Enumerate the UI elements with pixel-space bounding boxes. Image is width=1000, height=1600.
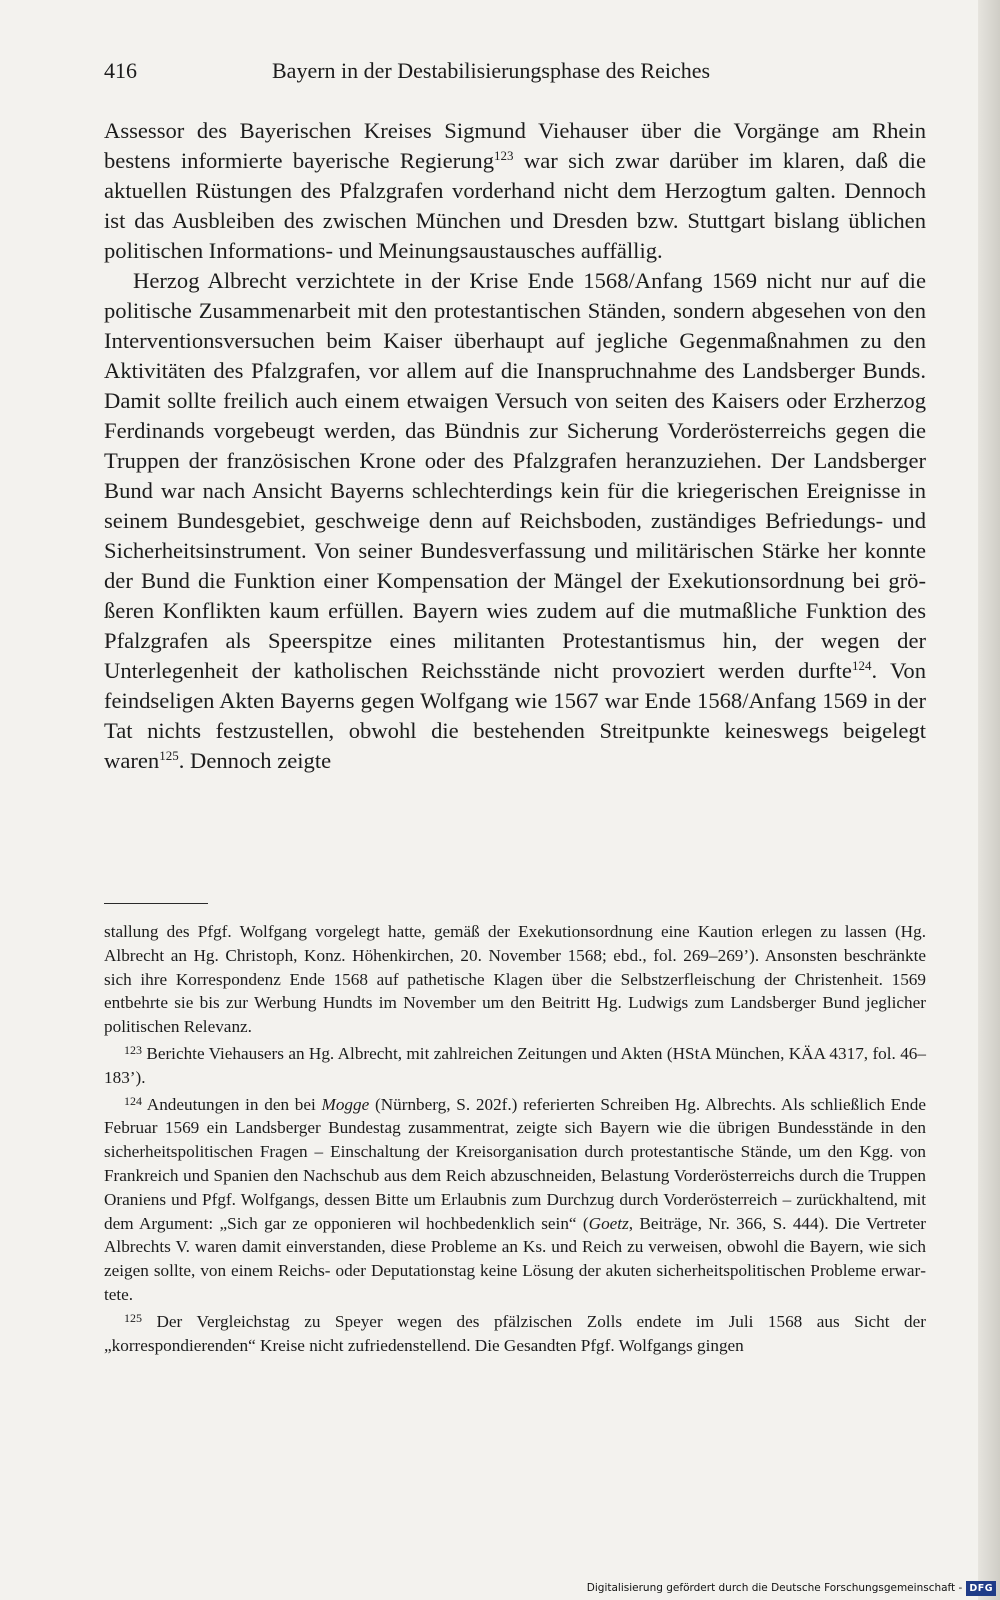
footnote-ref-124[interactable]: 124 bbox=[851, 658, 872, 673]
footnote-text: , Beiträge, Nr. 366, S. 444). Die Vertreter Albrechts V. waren damit einverstanden, diese Probleme an Ks. und Reich zu verweisen, obwohl die Bayern, wie sich zeigen sollte, von einem Reichs- oder Deputationstag keine Lösung der akuten sicherheitspolitischen Probleme erwartete. bbox=[104, 1213, 926, 1304]
footnote-text: Der Vergleichstag zu Speyer wegen des pfälzischen Zolls endete im Juli 1568 aus Sicht der „korrespondierenden“ Kreise nicht zufriedenstellend. Die Gesandten Pfgf. Wolfgangs gingen bbox=[104, 1311, 926, 1355]
footnote-ref-125[interactable]: 125 bbox=[159, 748, 179, 763]
footnote-text: Berichte Viehausers an Hg. Albrecht, mit zahlreichen Zeitungen und Akten (HStA München, KÄA 4317, fol. 46–183’). bbox=[104, 1043, 926, 1087]
footnote-text: (Nürnberg, S. 202f.) referierten Schreiben Hg. Albrechts. Als schließlich Ende Februar 1569 ein Landsberger Bundestag zusammentrat, zeigte sich Bayern wie die übrigen Bundesstände in den sicherheitspolitischen Fragen – Einschaltung der Kreisorganisation durch protestantische Stände, um den Kgg. von Frankreich und Spanien den Nachschub aus dem Reich abzuschneiden, Belastung Vorderösterreichs durch die Truppen Oraniens und Pfgf. Wolfgangs, dessen Bitte um Erlaubnis zum Durchzug durch Vorderösterreich – zurückhaltend, mit dem Argument: „Sich gar ze opponieren wil hochbedenklich sein“ ( bbox=[104, 1094, 926, 1233]
footnote-number: 123 bbox=[124, 1042, 142, 1057]
credit-text: Digitalisierung gefördert durch die Deutsche Forschungsgemeinschaft - bbox=[586, 1582, 963, 1594]
footnote-124 bbox=[104, 1093, 926, 1307]
paragraph-2 bbox=[104, 266, 926, 776]
footnote-separator bbox=[104, 903, 208, 904]
footnote-123 bbox=[104, 1042, 926, 1090]
text-run: . Von feindseligen Akten Bayerns gegen Wolfgang wie 1567 war Ende 1568/Anfang 1569 in der Tat nichts festzustellen, obwohl die bestehenden Streitpunkte keineswegs beigelegt waren bbox=[104, 658, 926, 773]
footnotes bbox=[104, 920, 926, 1360]
footnote-125 bbox=[104, 1310, 926, 1358]
text-run: Assessor des Bayerischen Kreises Sigmund Viehauser über die Vorgänge am Rhein bestens informierte bayerische Regierung bbox=[104, 118, 926, 173]
footnote-number: 125 bbox=[124, 1310, 142, 1325]
text-run: Herzog Albrecht verzichtete in der Krise Ende 1568/Anfang 1569 nicht nur auf die politische Zusammenarbeit mit den protestantischen Ständen, sondern abgesehen von den Interventionsversuchen beim Kaiser überhaupt auf jegliche Gegenmaßnahmen zu den Aktivitäten des Pfalzgrafen, vor allem auf die Inanspruchnahme des Landsberger Bunds. Damit sollte freilich auch einem etwaigen Versuch von seiten des Kaisers oder Erzherzog Ferdinands vorgebeugt werden, das Bündnis zur Sicherung Vorderösterreichs gegen die Truppen der französischen Krone oder des Pfalzgrafen heranzuziehen. Der Landsberger Bund war nach Ansicht Bayerns schlechterdings kein für die kriegerischen Ereignisse in seinem Bundesgebiet, geschweige denn auf Reichsboden, zuständiges Befriedungs- und Sicherheitsinstrument. Von seiner Bundesverfassung und militärischen Stärke her konnte der Bund die Funktion einer Kompensation der Mängel der Exekutionsordnung bei größeren Konflikten kaum erfüllen. Bayern wies zudem auf die mutmaßliche Funktion des Pfalzgrafen als Speerspitze eines militanten Protestantismus hin, der wegen der Unterlegenheit der katholischen Reichsstände nicht provoziert werden durfte bbox=[104, 268, 926, 683]
running-title: Bayern in der Destabilisierungsphase des Reiches bbox=[272, 58, 711, 83]
paragraph-1 bbox=[104, 116, 926, 266]
main-text bbox=[104, 116, 926, 776]
text-run: war sich zwar darüber im klaren, daß die aktuellen Rüstungen des Pfalzgrafen vorderhand nicht dem Herzogtum galten. Dennoch ist das Ausbleiben des zwischen München und Dresden bzw. Stuttgart bislang üblichen politischen Informations- und Meinungsaustausches auffällig. bbox=[104, 148, 926, 263]
footnote-number: 124 bbox=[124, 1093, 142, 1108]
digitization-credit bbox=[587, 1578, 996, 1598]
author-name: Goetz bbox=[588, 1213, 629, 1233]
footnote-continuation: stallung des Pfgf. Wolfgang vorgelegt hatte, gemäß der Exekutionsordnung eine Kaution erlegen zu lassen (Hg. Albrecht an Hg. Christoph, Konz. Höhenkirchen, 20. November 1568; ebd., fol. 269–269’). Ansonsten beschränkte sich ihre Korrespondenz Ende 1568 auf pathetische Klagen über die Selbstzerfleischung der Christenheit. 1569 entbehrte sie bis zur Werbung Hundts im November um den Beitritt Hg. Ludwigs zum Landsberger Bund jeglicher politischen Relevanz. bbox=[104, 922, 926, 1037]
page-edge-shadow bbox=[978, 0, 1000, 1600]
dfg-logo[interactable]: DFG bbox=[966, 1581, 996, 1596]
author-name: Mogge bbox=[321, 1094, 370, 1114]
page-number: 416 bbox=[104, 58, 137, 83]
footnote-text: Andeutungen in den bei bbox=[142, 1094, 322, 1114]
text-run: . Dennoch zeigte bbox=[178, 748, 332, 773]
footnote-ref-123[interactable]: 123 bbox=[494, 148, 514, 163]
